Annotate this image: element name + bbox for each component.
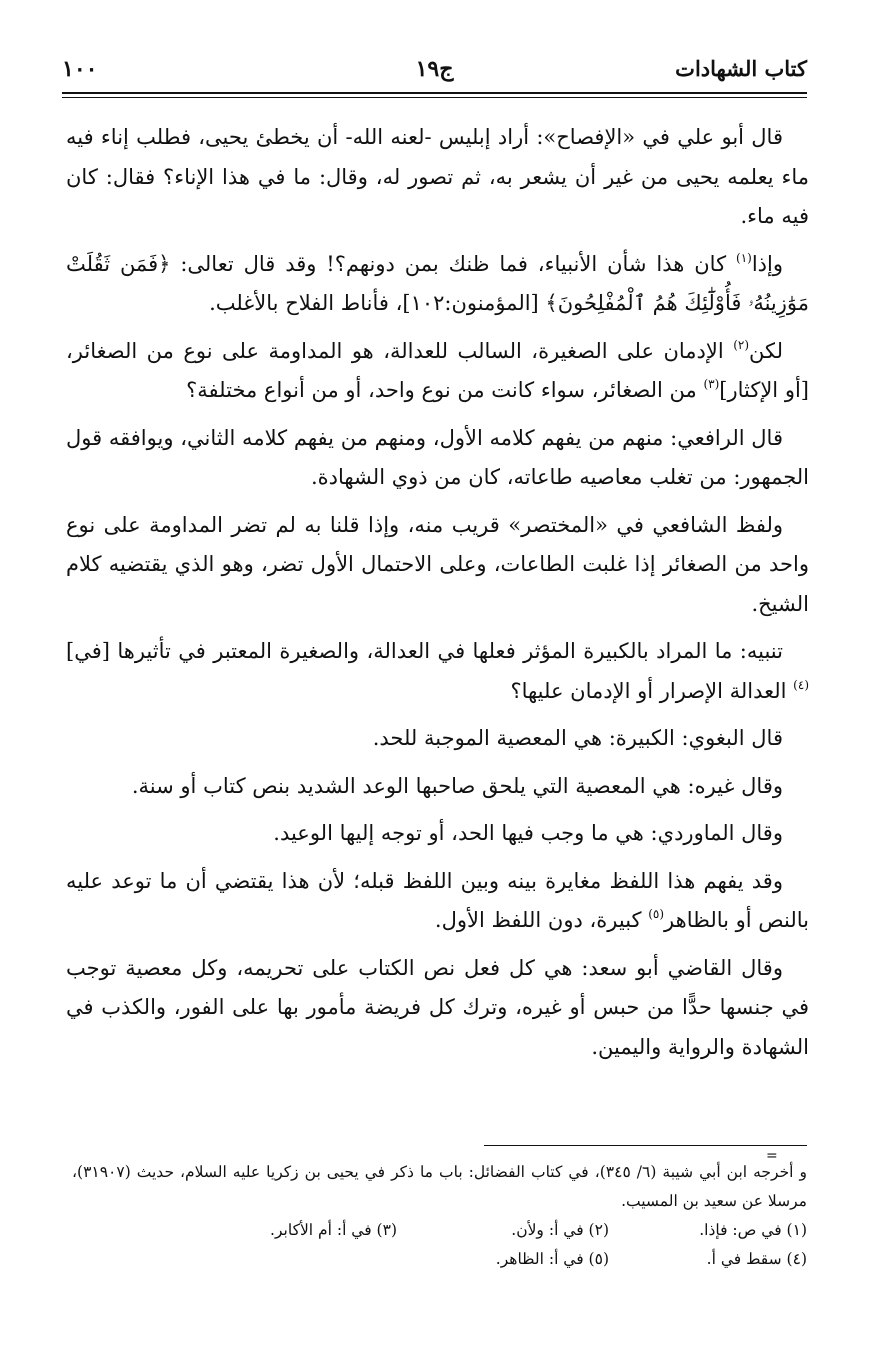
paragraph: ولفظ الشافعي في «المختصر» قريب منه، وإذا قلنا به لم تضر المداومة على نوع واحد من الصغائر إذا غلبت الطاعات، وعلى الاحتمال الأول تضر، وهو الذي يقتضيه كلام الشيخ. [66, 512, 809, 616]
paragraph: تنبيه: ما المراد بالكبيرة المؤثر فعلها في العدالة، والصغيرة المعتبر في تأثيرها [في]$^{(٤)}$ العدالة الإصرار أو الإدمان عليها؟ [66, 639, 809, 703]
note-reference: (٥) [648, 907, 665, 921]
footnote-row [72, 1245, 807, 1274]
footnote: (١) في ص: فإذا. [699, 1221, 807, 1239]
note-reference: (٣) [703, 377, 720, 391]
footnote-continuation-mark: = [766, 1148, 778, 1164]
running-header [62, 50, 807, 86]
paragraph: وقد يفهم هذا اللفظ مغايرة بينه وبين اللفظ قبله؛ لأن هذا يقتضي أن ما توعد عليه بالنص أو بالظاهر$^{(٥)}$ كبيرة، دون اللفظ الأول. [66, 868, 809, 932]
footnote: (٤) سقط في أ. [706, 1250, 807, 1268]
header-rule [62, 92, 807, 94]
footnotes [72, 1158, 807, 1274]
paragraph: لكن$^{(٢)}$ الإدمان على الصغيرة، السالب للعدالة، هو المداومة على نوع من الصغائر، [أو الإكثار]$^{(٣)}$ من الصغائر، سواء كانت من نوع واحد، أو من أنواع مختلفة؟ [66, 337, 809, 402]
footnote-continuation: و أخرجه ابن أبي شيبة (٦/ ٣٤٥)، في كتاب الفضائل: باب ما ذكر في يحيى بن زكريا عليه السلام، حديث (٣١٩٠٧)، مرسلا عن سعيد بن المسيب. [72, 1163, 807, 1210]
footnote: (٢) في أ: ولأن. [511, 1221, 609, 1239]
book-title: كتاب الشهادات [675, 56, 807, 81]
footnote: (٣) في أ: أم الأكابر. [270, 1221, 397, 1239]
note-reference: (٢) [733, 337, 750, 352]
note-reference: (٤) [793, 677, 809, 692]
paragraph: وقال الماوردي: هي ما وجب فيها الحد، أو توجه إليها الوعيد. [273, 821, 783, 845]
volume-label: ج١٩ [415, 56, 454, 82]
paragraph: قال الرافعي: منهم من يفهم كلامه الأول، ومنهم من يفهم كلامه الثاني، ويوافقه قول الجمهور: من تغلب معاصيه طاعاته، كان من ذوي الشهادة. [66, 425, 809, 489]
footnote-row [72, 1216, 807, 1245]
footnote: (٥) في أ: الظاهر. [495, 1250, 609, 1268]
paragraph: قال البغوي: الكبيرة: هي المعصية الموجبة للحد. [372, 726, 783, 750]
paragraph: قال أبو علي في «الإفصاح»: أراد إبليس -لعنه الله- أن يخطئ يحيى، فطلب إناء فيه ماء يعلمه يحيى من غير أن يشعر به، ثم تصور له، وقال: ما في هذا الإناء؟ فقال: كان فيه ماء. [66, 125, 809, 228]
header-rule-thin [62, 97, 807, 98]
paragraph: وقال غيره: هي المعصية التي يلحق صاحبها الوعد الشديد بنص كتاب أو سنة. [131, 773, 783, 798]
paragraph: وقال القاضي أبو سعد: هي كل فعل نص الكتاب على تحريمه، وكل معصية توجب في جنسها حدًّا من حبس أو غيره، وترك كل فريضة مأمور بها على الفور، والكذب في الشهادة والرواية واليمين. [66, 955, 809, 1059]
main-text [66, 118, 809, 1075]
note-reference: (١) [736, 250, 752, 265]
footnote-rule [484, 1145, 807, 1146]
page-number: ١٠٠ [62, 56, 98, 82]
paragraph: وإذا$^{(١)}$ كان هذا شأن الأنبياء، فما ظنك بمن دونهم؟! وقد قال تعالى: ﴿فَمَن ثَقُلَتْ مَوَٰزِينُهُۥ فَأُوْلَٰٓئِكَ هُمُ ٱلْمُفْلِحُونَ﴾ [المؤمنون:١٠٢]، فأناط الفلاح بالأغلب. [66, 250, 809, 315]
